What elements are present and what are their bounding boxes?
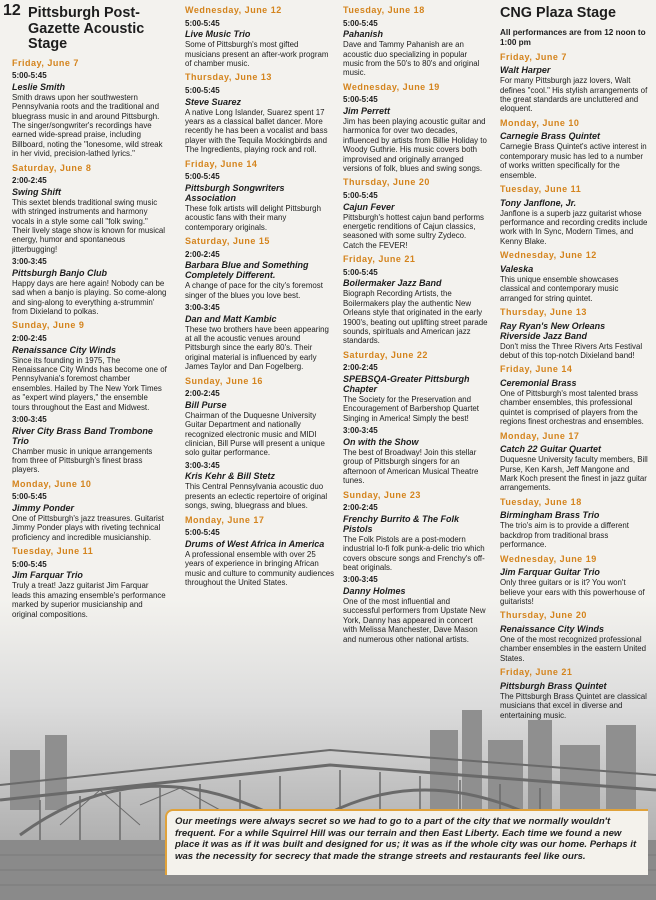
performer-name: Pittsburgh Brass Quintet [500,680,607,691]
time-slot: 5:00-5:45 [343,191,378,201]
time-slot: 3:00-3:45 [185,303,220,313]
performer-name: Pittsburgh Songwriters Association [185,182,285,203]
performer-name: Boilermaker Jazz Band [343,278,442,289]
performer-name: Leslie Smith [12,81,66,92]
performer-description: For many Pittsburgh jazz lovers, Walt defines "cool." His stylish arrangements of the great standards are uncluttered and eloquent. [500,76,648,114]
performer-description: Some of Pittsburgh's most gifted musicians present an after-work program of chamber music. [185,40,329,68]
column-pg-stage-continued-1 [185,6,335,588]
col3-day-1 [343,83,488,174]
performer-description: The best of Broadway! Join this stellar group of Pittsburgh singers for an afternoon of American Musical Theatre tunes. [343,447,479,486]
time-slot: 2:00-2:45 [343,363,378,373]
day-heading: Sunday, June 23 [343,489,421,500]
performer-description: Jim has been playing acoustic guitar and harmonica for over two decades, influenced by artists from Billie Holiday to Woody Guthrie. His music covers both improvised and originally arranged versions of folk, blues and swing songs. [343,117,487,174]
stage-title-cng: CNG Plaza Stage [500,5,616,21]
cng-day-7 [500,498,648,550]
day-heading: Tuesday, June 18 [343,5,425,15]
time-slot: 2:00-2:45 [12,176,47,186]
time-slot: 2:00-2:45 [185,249,220,259]
performer-name: Ray Ryan's New Orleans Riverside Jazz Band [500,320,606,341]
cng-day-1 [500,119,648,180]
performer-name: Renaissance City Winds [12,344,116,355]
performer-description: Chamber music in unique arrangements from three of Pittsburgh's finest brass players. [12,446,153,475]
pg-day-2 [12,321,167,474]
performer-description: Chairman of the Duquesne University Guitar Department and nationally recognized electronic music and MIDI clinician, Bill Purse will present a unique solo guitar performance. [185,410,325,458]
col3-day-3 [343,255,488,346]
page-number: 12 [3,2,21,19]
time-slot: 3:00-3:45 [343,575,378,585]
time-slot: 5:00-5:45 [12,559,47,569]
column-cng-stage [500,6,648,720]
performer-name: Cajun Fever [343,201,395,212]
col3-day-4 [343,351,488,486]
day-heading: Sunday, June 16 [185,375,263,386]
time-slot: 3:00-3:45 [185,460,220,470]
performer-description: This sextet blends traditional swing music with stringed instruments and harmony vocals in a style some call "folk swing." Their lively stage show is known for musical energy, humor and spontaneous jitterbugging! [12,197,166,254]
cng-day-5 [500,365,648,426]
performer-description: A change of pace for the city's foremost singer of the blues you love best. [185,281,323,300]
cng-day-0 [500,53,648,114]
performer-name: Drums of West Africa in America [185,538,325,549]
performer-name: Kris Kehr & Bill Stetz [185,471,276,482]
performer-name: Jimmy Ponder [12,503,75,513]
cng-day-8 [500,555,648,607]
col2-day-2 [185,160,335,232]
time-slot: 2:00-2:45 [12,333,47,343]
performer-name: Steve Suarez [185,96,242,107]
col2-day-5 [185,516,335,588]
day-heading: Tuesday, June 18 [500,496,582,507]
performer-description: These folk artists will delight Pittsburgh acoustic fans with their many contemporary originals. [185,203,321,232]
performer-description: Smith draws upon her southwestern Pennsylvania roots and the traditional and bluegrass music in and around Pittsburgh. The singer/songwriter's recordings have earned wide-spread praise, including Billboard, noting the "lonesome, wild streak in her vivid, precision-lathed lyrics." [12,92,163,159]
day-heading: Monday, June 17 [185,514,265,525]
cng-day-2 [500,185,648,246]
performer-description: Don't miss the Three Rivers Arts Festival debut of this top-notch Dixieland band! [500,341,643,360]
performer-name: Renaissance City Winds [500,624,604,635]
time-slot: 5:00-5:45 [12,71,47,81]
day-heading: Sunday, June 9 [12,320,85,331]
performer-description: Dave and Tammy Pahanish are an acoustic duo specializing in popular music from the 50's to 80's and original music. [343,40,480,78]
day-heading: Wednesday, June 12 [185,5,282,15]
col3-day-5 [343,491,488,644]
performer-description: One of Pittsburgh's most talented brass chamber ensembles, this professional quintet is comprised of players from the regions finest orchestras and ensembles. [500,388,644,427]
cng-day-3 [500,251,648,303]
col2-day-0 [185,6,335,68]
performer-description: Pittsburgh's hottest cajun band performs energetic renditions of Cajun classics, seasoned with some sultry Zydeco. Catch the FEVER! [343,212,484,250]
day-heading: Friday, June 21 [500,667,573,678]
col3-day-2 [343,178,488,250]
time-slot: 3:00-3:45 [12,415,47,424]
pg-day-3 [12,480,167,542]
performer-name: Catch 22 Guitar Quartet [500,444,602,455]
time-slot: 2:00-2:45 [185,389,220,399]
col2-day-4 [185,377,335,511]
performer-name: River City Brass Band Trombone Trio [12,425,153,446]
day-heading: Wednesday, June 12 [500,250,597,261]
performer-description: A native Long Islander, Suarez spent 17 years as a classical ballet dancer. More recently he has been a vocalist and bass player with the Tequila Mockingbirds and The Ingredients, playing rock and roll. [185,107,328,155]
column-pg-stage [12,6,167,619]
day-heading: Friday, June 7 [12,57,79,68]
performer-description: Janflone is a superb jazz guitarist whose performance and recording credits include work with In Sync, Modern Times, and Kenny Blake. [500,208,648,246]
time-slot: 5:00-5:45 [343,95,378,105]
pg-day-1 [12,164,167,317]
day-heading: Saturday, June 8 [12,162,92,173]
footer-quote: Our meetings were always secret so we had to go to a part of the city that we normally wouldn't frequent. For a while Squirrel Hill was our terrain and then East Liberty. Each time we found a new place it was as if it was built and designed for us; it was as if the whole city was our home. Perhaps it was the necessity for secrecy that made the strange streets and restaurants feel like ours. [165,809,648,875]
cng-day-4 [500,308,648,360]
time-slot: 2:00-2:45 [343,503,378,513]
time-slot: 3:00-3:45 [343,426,378,436]
day-heading: Tuesday, June 11 [12,546,94,557]
performer-description: One of the most recognized professional chamber ensembles in the eastern United States. [500,635,647,663]
day-heading: Thursday, June 20 [343,177,430,188]
performer-name: Walt Harper [500,65,551,76]
performer-description: The trio's aim is to provide a different backdrop from traditional brass performance. [500,521,629,550]
performer-description: The Pittsburgh Brass Quintet are classical musicians that excel in diverse and entertaining music. [500,691,647,720]
time-slot: 5:00-5:45 [185,18,220,28]
performer-name: Pahanish [343,29,384,40]
col2-day-3 [185,237,335,372]
performer-description: These two brothers have been appearing at all the acoustic venues around Pittsburgh since the early 80's. Their original material is influenced by early James Taylor and Dan Fogelberg. [185,324,329,372]
cng-day-10 [500,668,648,720]
day-heading: Thursday, June 13 [185,72,272,83]
time-slot: 5:00-5:45 [185,172,220,182]
performer-name: Ceremonial Brass [500,377,577,388]
day-heading: Friday, June 14 [500,364,573,375]
performer-name: Swing Shift [12,186,61,197]
performer-description: Duquesne University faculty members, Bill Purse, Ken Karsh, Jeff Mangone and Mark Koch present the finest in jazz guitar arrangements. [500,455,648,493]
performer-name: Bill Purse [185,399,227,410]
column-pg-stage-continued-2 [343,6,488,644]
day-heading: Friday, June 21 [343,254,416,265]
performer-description: One of the most influential and successful performers from Upstate New York, Danny has appeared in concert with Melissa Manchester, Dave Mason and numerous other national artists. [343,596,486,644]
performer-description: Biograph Recording Artists, the Boilermakers play the authentic New Orleans style that originated in the early 1900's, beating out uplifting street parade sounds, spirituals and American jazz standards. [343,289,488,346]
performer-name: Barbara Blue and Something Completely Different. [185,260,309,281]
cng-day-6 [500,432,648,493]
stage-time-note: All performances are from 12 noon to 1:00 pm [500,27,646,47]
performer-description: One of Pittsburgh's jazz treasures. Guitarist Jimmy Ponder plays with riveting technical proficiency and incredible musicianship. [12,514,164,542]
day-heading: Wednesday, June 19 [500,553,597,564]
cng-day-9 [500,611,648,663]
performer-name: Birmingham Brass Trio [500,510,600,521]
time-slot: 5:00-5:45 [185,528,220,538]
day-heading: Friday, June 14 [185,158,258,169]
performer-description: Truly a treat! Jazz guitarist Jim Farquar leads this amazing ensemble's performance marked by superior musicianship and original compositions. [12,581,166,619]
time-slot: 5:00-5:45 [185,86,220,95]
performer-description: Happy days are here again! Nobody can be sad when a banjo is playing. So come-along and sing-along to everything a-strummin' from Dixieland to polkas. [12,278,167,316]
day-heading: Saturday, June 15 [185,236,270,247]
performer-name: On with the Show [343,436,419,447]
performer-name: Jim Farquar Guitar Trio [500,567,600,578]
performer-name: Carnegie Brass Quintet [500,131,601,142]
performer-name: Jim Farquar Trio [12,570,83,581]
performer-description: This unique ensemble showcases classical and contemporary music arranged for string quintet. [500,274,619,303]
performer-description: The Society for the Preservation and Encouragement of Barbershop Quartet Singing in America! Simply the best! [343,395,479,423]
time-slot: 5:00-5:45 [12,492,47,502]
day-heading: Monday, June 10 [500,117,580,128]
performer-description: Only three guitars or is it? You won't believe your ears with this powerhouse of guitarists! [500,578,645,607]
performer-description: Carnegie Brass Quintet's active interest in contemporary music has led to a number of works written specifically for the ensemble. [500,142,647,180]
time-slot: 3:00-3:45 [12,257,47,267]
performer-name: Pittsburgh Banjo Club [12,267,107,278]
day-heading: Tuesday, June 11 [500,183,582,194]
performer-name: Danny Holmes [343,585,406,596]
performer-name: Valeska [500,263,534,274]
performer-description: The Folk Pistols are a post-modern industrial lo-fi folk punk-a-delic trio which covers obscure songs and Frenchy's off-beat originals. [343,534,485,572]
performer-name: Tony Janflone, Jr. [500,197,577,208]
day-heading: Friday, June 7 [500,51,567,62]
day-heading: Saturday, June 22 [343,349,428,360]
pg-day-0 [12,59,167,159]
day-heading: Monday, June 10 [12,478,92,489]
col3-day-0 [343,6,488,78]
performer-description: A professional ensemble with over 25 years of experience in bringing African music and culture to community audiences throughout the United States. [185,549,335,588]
performer-name: Jim Perrett [343,106,391,116]
day-heading: Thursday, June 20 [500,610,587,621]
performer-name: Frenchy Burrito & The Folk Pistols [343,513,460,534]
performer-description: Since its founding in 1975, The Renaissance City Winds has become one of Pennsylvania's foremost chamber ensembles. Hailed by The New York Times as "expert wind players," the ensemble tours throughout the East and Midwest. [12,355,167,412]
col2-day-1 [185,73,335,154]
day-heading: Thursday, June 13 [500,306,587,317]
day-heading: Wednesday, June 19 [343,81,440,92]
day-heading: Monday, June 17 [500,430,580,441]
time-slot: 5:00-5:45 [343,267,378,277]
pg-day-4 [12,547,167,619]
performer-name: Dan and Matt Kambic [185,313,277,324]
performer-name: SPEBSQA-Greater Pittsburgh Chapter [343,374,470,395]
performer-description: This Central Pennsylvania acoustic duo presents an eclectic repertoire of original songs, swing, bluegrass and blues. [185,482,328,511]
time-slot: 5:00-5:45 [343,18,378,28]
stage-title-pg: Pittsburgh Post-Gazette Acoustic Stage [28,5,145,52]
performer-name: Live Music Trio [185,29,251,40]
